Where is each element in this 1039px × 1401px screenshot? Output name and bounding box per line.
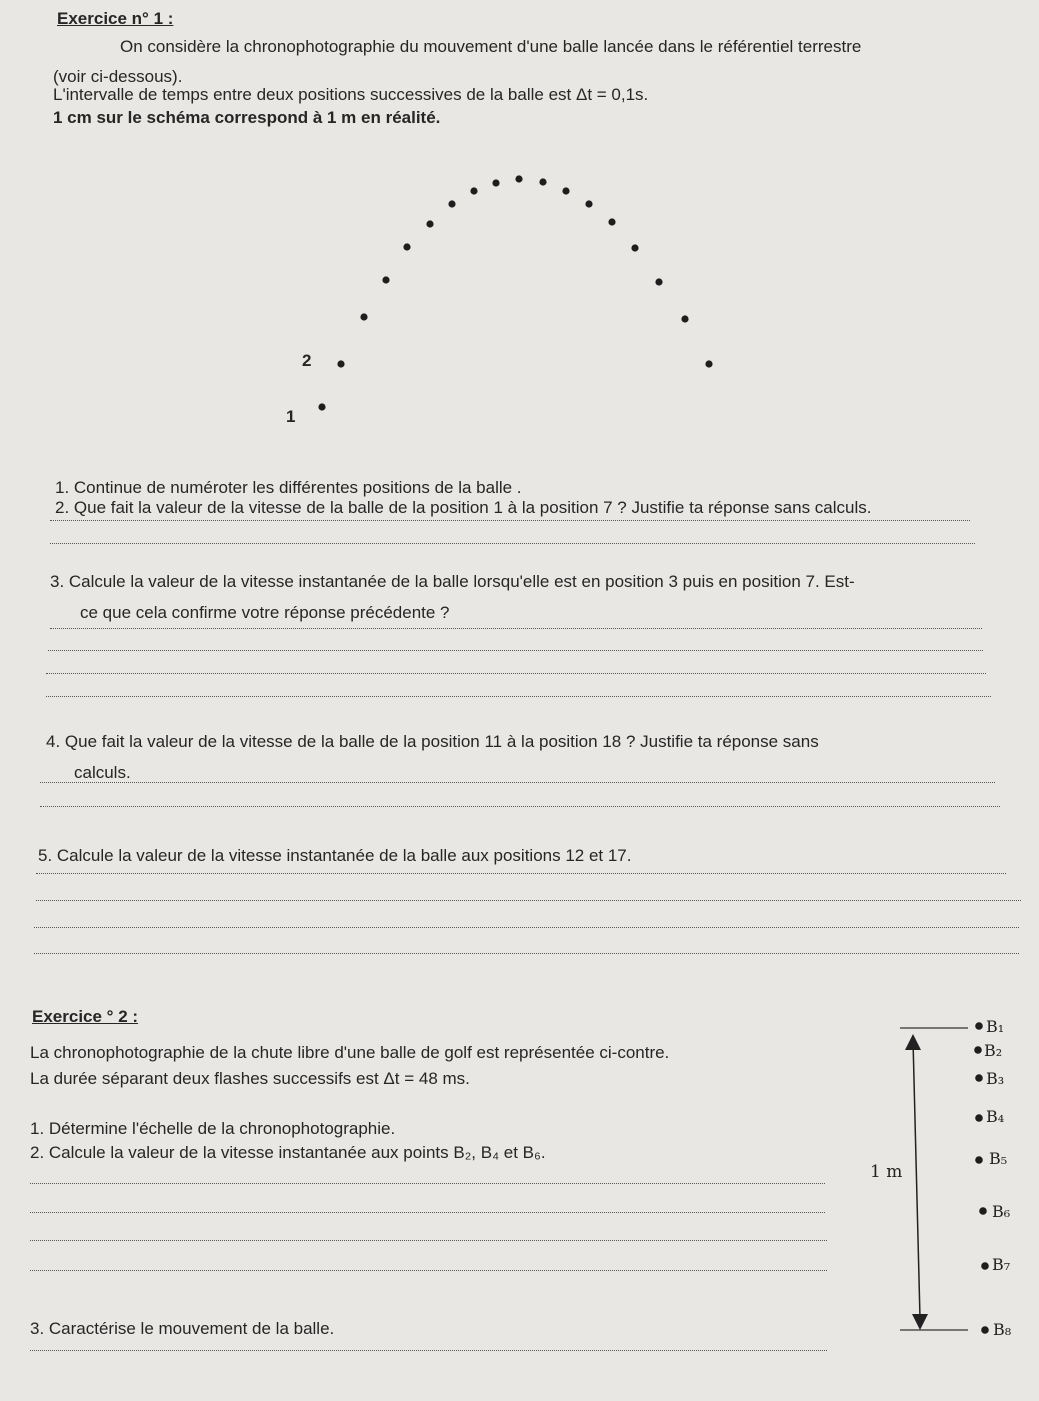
point-label-b6: B₆ xyxy=(992,1202,1011,1221)
exercise-1-title: Exercice n° 1 : xyxy=(57,9,174,28)
exercise-2-title: Exercice ° 2 : xyxy=(32,1007,139,1026)
ex2-question-3: 3. Caractérise le mouvement de la balle. xyxy=(30,1319,335,1338)
point-label-b2: B₂ xyxy=(984,1041,1003,1060)
arrow-head-down-icon xyxy=(912,1314,928,1330)
ball-position-b6 xyxy=(979,1207,987,1215)
arrow-head-up-icon xyxy=(905,1034,921,1050)
ball-position-b8 xyxy=(981,1326,989,1334)
ball-position-b7 xyxy=(981,1262,989,1270)
ex1-question-5: 5. Calcule la valeur de la vitesse instantanée de la balle aux positions 12 et 17. xyxy=(38,846,632,865)
position-label-2: 2 xyxy=(302,351,312,370)
ball-position-b2 xyxy=(974,1046,982,1054)
exercise-1-intro-line-2: (voir ci-dessous). xyxy=(53,67,183,86)
point-label-b8: B₈ xyxy=(993,1320,1012,1339)
exercise-2-intro-line-1: La chronophotographie de la chute libre d'une balle de golf est représentée ci-contre. xyxy=(30,1043,670,1062)
position-label-1: 1 xyxy=(286,407,296,426)
point-label-b4: B₄ xyxy=(986,1107,1005,1126)
ex1-question-1: 1. Continue de numéroter les différentes positions de la balle . xyxy=(55,478,522,497)
point-label-b5: B₅ xyxy=(989,1149,1008,1168)
point-label-b7: B₇ xyxy=(992,1255,1011,1274)
point-label-b1: B₁ xyxy=(986,1017,1005,1036)
ball-position-b3 xyxy=(975,1074,983,1082)
ex1-question-3-line-1: 3. Calcule la valeur de la vitesse instantanée de la balle lorsqu'elle est en position 3 puis en position 7. Est- xyxy=(50,572,855,591)
ex1-question-3-line-2: ce que cela confirme votre réponse précédente ? xyxy=(80,603,450,622)
ball-position-b1 xyxy=(975,1022,983,1030)
point-label-b3: B₃ xyxy=(986,1069,1005,1088)
ex2-question-2: 2. Calcule la valeur de la vitesse instantanée aux points B₂, B₄ et B₆. xyxy=(30,1143,546,1162)
exercise-2-intro-line-2: La durée séparant deux flashes successifs est Δt = 48 ms. xyxy=(30,1069,470,1088)
exercise-1-intro-line-1: On considère la chronophotographie du mouvement d'une balle lancée dans le référentiel terrestre xyxy=(120,37,862,56)
ball-position-b4 xyxy=(975,1114,983,1122)
ball-position-b5 xyxy=(975,1156,983,1164)
scale-label: 1 m xyxy=(870,1162,903,1182)
exercise-1-intro-line-3: L'intervalle de temps entre deux positions successives de la balle est Δt = 0,1s. xyxy=(53,85,649,104)
ex1-question-2: 2. Que fait la valeur de la vitesse de la balle de la position 1 à la position 7 ? Justifie ta réponse sans calculs. xyxy=(55,498,872,517)
exercise-1-scale-note: 1 cm sur le schéma correspond à 1 m en réalité. xyxy=(53,108,441,127)
ex2-question-1: 1. Détermine l'échelle de la chronophotographie. xyxy=(30,1119,396,1138)
ex1-question-4-line-1: 4. Que fait la valeur de la vitesse de la balle de la position 11 à la position 18 ? Justifie ta réponse sans xyxy=(46,732,819,751)
ex1-question-4-line-2: calculs. xyxy=(74,763,131,782)
scale-arrow-line xyxy=(913,1040,920,1318)
